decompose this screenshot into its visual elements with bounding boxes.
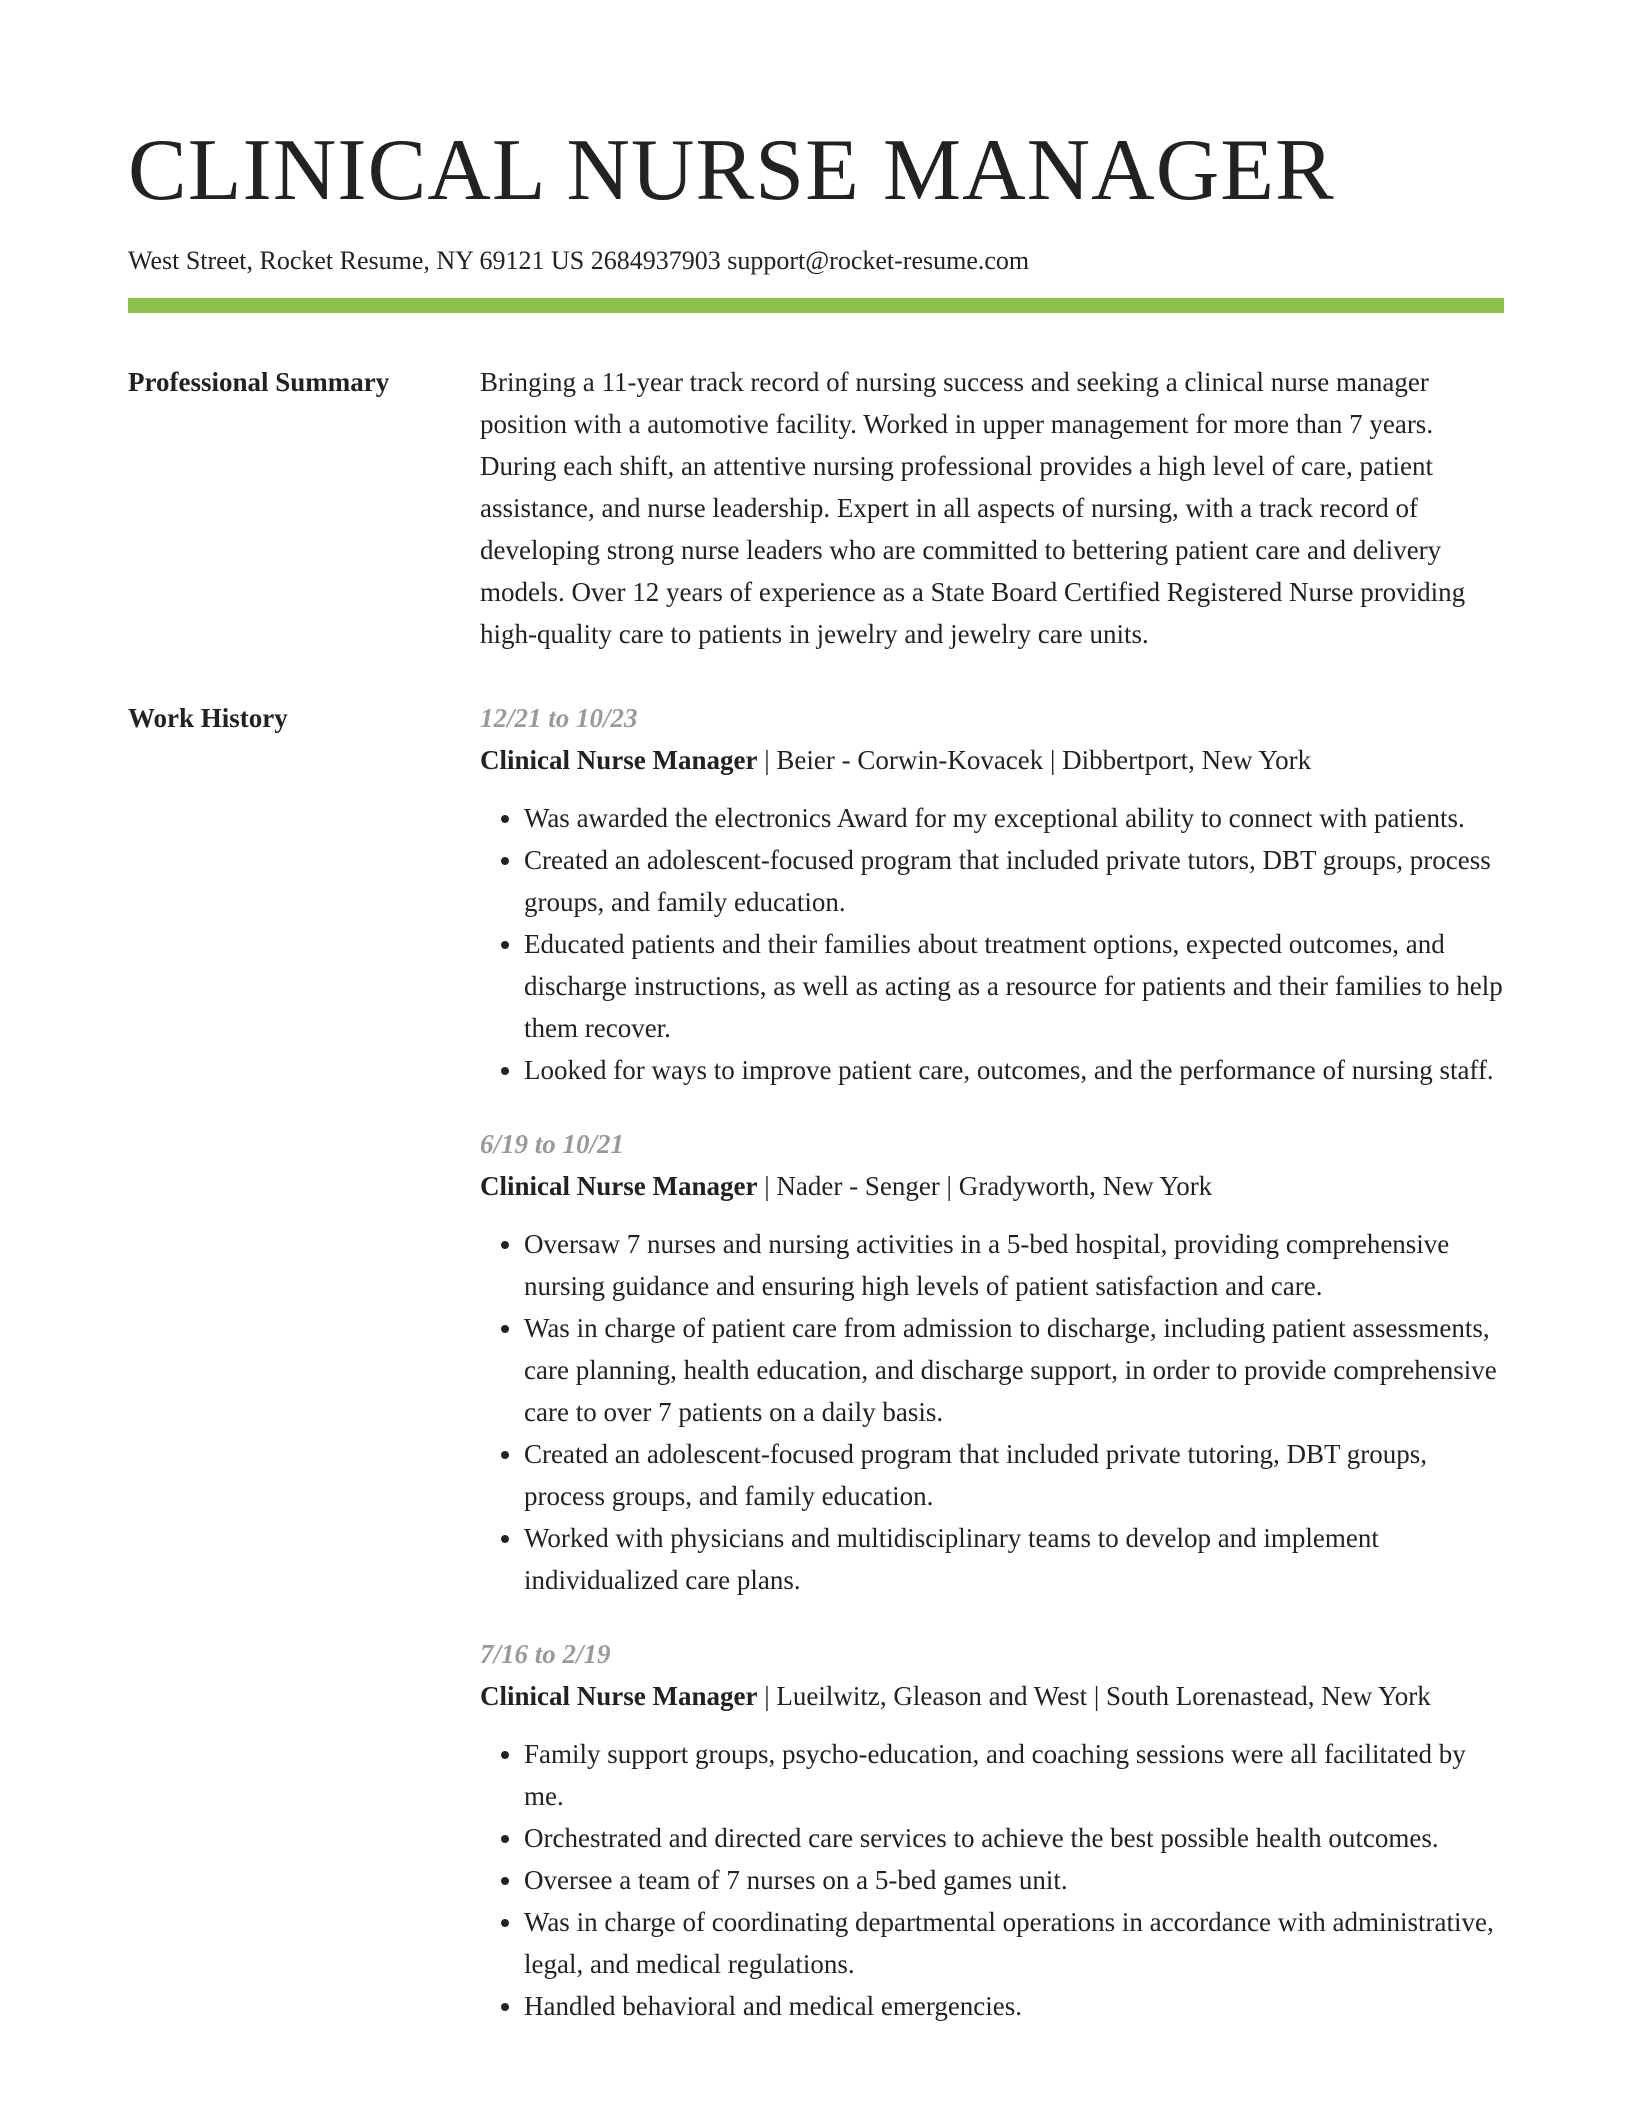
section-title-professional-summary: Professional Summary — [128, 367, 390, 397]
resume-page — [128, 0, 1504, 2059]
job-title: Clinical Nurse Manager — [480, 1681, 758, 1711]
professional-summary-section — [128, 361, 1504, 655]
section-title-work-history: Work History — [128, 703, 288, 733]
job-bullet: • Created an adolescent-focused program that included private tutors, DBT groups, process groups, and family education. — [524, 839, 1504, 923]
job-entry — [480, 1123, 1504, 1601]
job-bullet: • Oversee a team of 7 nurses on a 5-bed games unit. — [524, 1859, 1504, 1901]
job-bullet: • Was awarded the electronics Award for my exceptional ability to connect with patients. — [524, 797, 1504, 839]
job-dates: 6/19 to 10/21 — [480, 1129, 625, 1159]
job-bullet: • Orchestrated and directed care services to achieve the best possible health outcomes. — [524, 1817, 1504, 1859]
accent-divider — [128, 298, 1504, 313]
job-title: Clinical Nurse Manager — [480, 1171, 758, 1201]
job-bullet: • Created an adolescent-focused program that included private tutoring, DBT groups, process groups, and family education. — [524, 1433, 1504, 1517]
job-details: | Beier - Corwin-Kovacek | Dibbertport, New York — [757, 745, 1312, 775]
job-bullet: • Was in charge of patient care from admission to discharge, including patient assessments, care planning, health education, and discharge support, in order to provide comprehensive care to over 7 patients on a daily basis. — [524, 1307, 1504, 1433]
job-bullet: • Looked for ways to improve patient care, outcomes, and the performance of nursing staff. — [524, 1049, 1504, 1091]
job-entry — [480, 1633, 1504, 2027]
job-details: | Lueilwitz, Gleason and West | South Lorenastead, New York — [757, 1681, 1431, 1711]
work-history-section — [128, 697, 1504, 2059]
job-bullet: • Family support groups, psycho-education, and coaching sessions were all facilitated by me. — [524, 1733, 1504, 1817]
job-bullet: • Worked with physicians and multidisciplinary teams to develop and implement individualized care plans. — [524, 1517, 1504, 1601]
summary-body — [480, 361, 1504, 655]
job-bullet-list — [480, 797, 1504, 1091]
job-title: Clinical Nurse Manager — [480, 745, 758, 775]
job-dates: 12/21 to 10/23 — [480, 703, 638, 733]
job-bullet: • Handled behavioral and medical emergencies. — [524, 1985, 1504, 2027]
job-heading — [480, 739, 1504, 781]
job-bullet: • Oversaw 7 nurses and nursing activities in a 5-bed hospital, providing comprehensive nursing guidance and ensuring high levels of patient satisfaction and care. — [524, 1223, 1504, 1307]
job-bullet-list — [480, 1223, 1504, 1601]
job-dates: 7/16 to 2/19 — [480, 1639, 611, 1669]
job-entry — [480, 697, 1504, 1091]
job-bullet: • Was in charge of coordinating departmental operations in accordance with administrative, legal, and medical regulations. — [524, 1901, 1504, 1985]
resume-name-heading: CLINICAL NURSE MANAGER — [128, 122, 1335, 219]
job-bullet: • Educated patients and their families about treatment options, expected outcomes, and discharge instructions, as well as acting as a resource for patients and their families to help them recover. — [524, 923, 1504, 1049]
contact-line: West Street, Rocket Resume, NY 69121 US 2684937903 support@rocket-resume.com — [128, 246, 1030, 275]
job-bullet-list — [480, 1733, 1504, 2027]
work-history-body — [480, 697, 1504, 2059]
job-heading — [480, 1675, 1504, 1717]
summary-text: Bringing a 11-year track record of nursing success and seeking a clinical nurse manager position with a automotive facility. Worked in upper management for more than 7 years. During each shift, an attentive nursing professional provides a high level of care, patient assistance, and nurse leadership. Expert in all aspects of nursing, with a track record of developing strong nurse leaders who are committed to bettering patient care and delivery models. Over 12 years of experience as a State Board Certified Registered Nurse providing high-quality care to patients in jewelry and jewelry care units. — [480, 367, 1466, 649]
job-details: | Nader - Senger | Gradyworth, New York — [757, 1171, 1213, 1201]
job-heading — [480, 1165, 1504, 1207]
